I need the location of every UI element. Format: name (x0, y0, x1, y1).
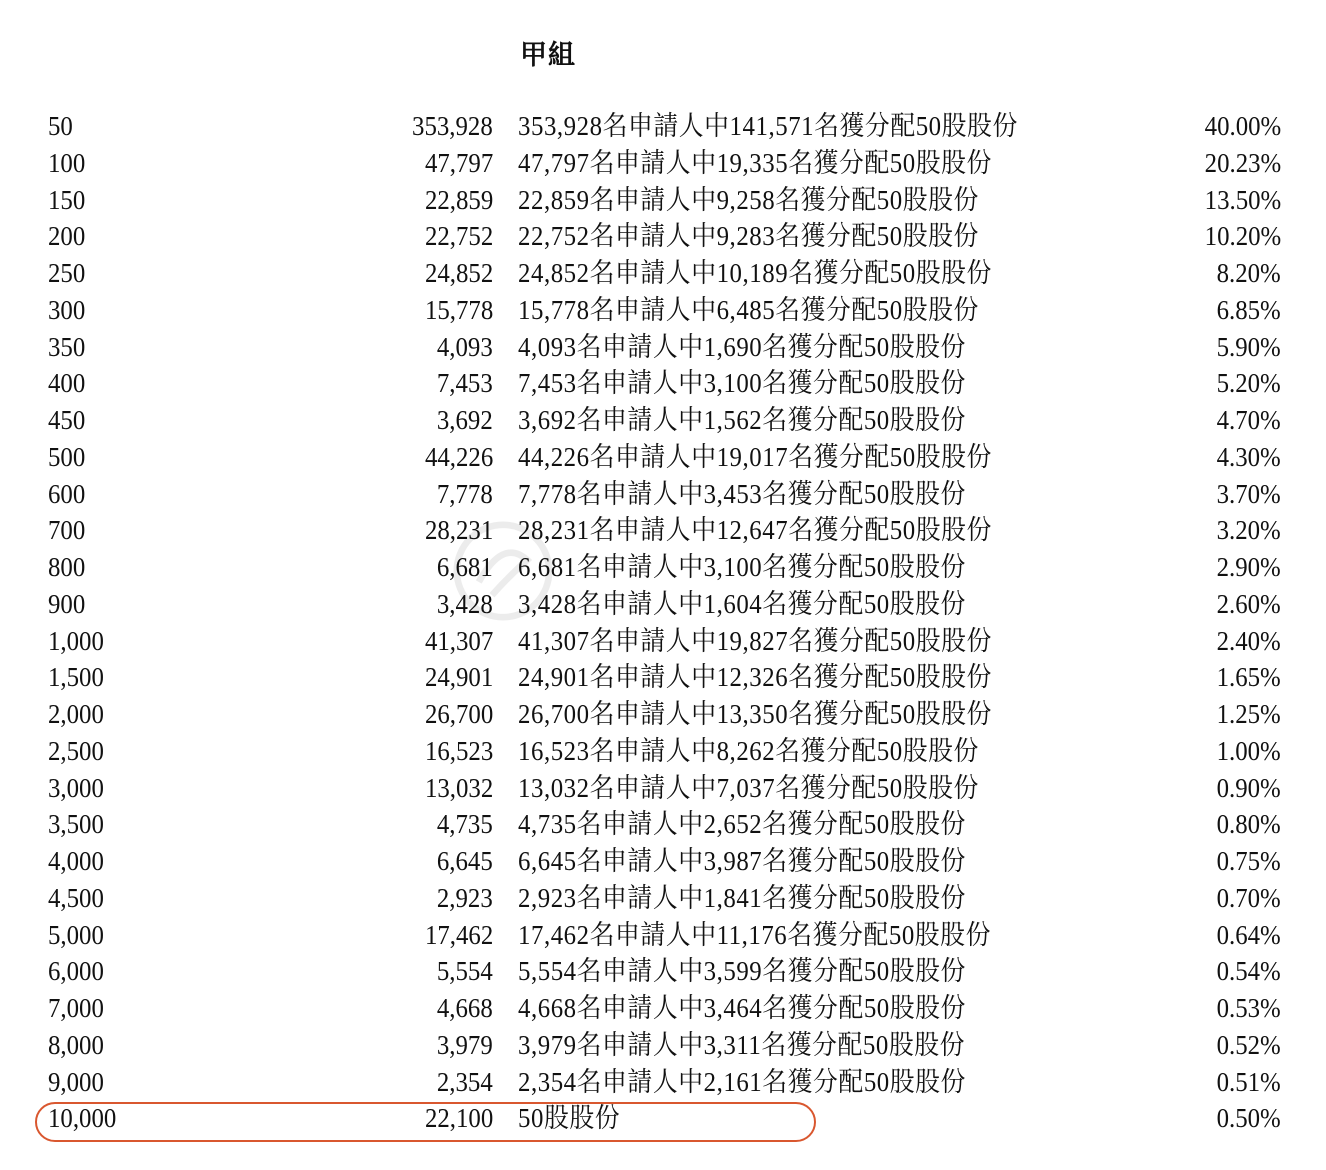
allocation-basis-cell: 15,778名申請人中6,485名獲分配50股股份 (518, 294, 979, 325)
applicants-cell: 353,928 (412, 111, 493, 141)
shares-cell: 400 (48, 368, 86, 399)
applicants-cell: 6,645 (437, 846, 493, 876)
table-row (0, 843, 1326, 880)
applicants-cell: 47,797 (424, 147, 493, 178)
percentage-cell: 0.54% (1216, 956, 1281, 987)
percentage-cell: 0.70% (1216, 882, 1281, 913)
table-row (0, 953, 1326, 990)
shares-cell: 8,000 (48, 1029, 104, 1060)
applicants-cell: 7,778 (437, 478, 493, 509)
percentage-cell: 0.52% (1216, 1029, 1281, 1060)
allocation-basis-cell: 7,778名申請人中3,453名獲分配50股股份 (518, 478, 966, 509)
shares-cell: 100 (48, 147, 86, 178)
table-row (0, 218, 1326, 255)
percentage-cell: 2.40% (1216, 625, 1281, 656)
shares-cell: 1,500 (48, 662, 104, 693)
applicants-cell: 2,923 (437, 882, 493, 913)
shares-cell: 7,000 (48, 993, 104, 1023)
allocation-basis-cell: 22,752名申請人中9,283名獲分配50股股份 (518, 221, 979, 252)
percentage-cell: 1.00% (1216, 735, 1281, 766)
table-row (0, 917, 1326, 954)
table-row (0, 770, 1326, 807)
applicants-cell: 22,752 (424, 221, 493, 252)
applicants-cell: 2,354 (437, 1066, 493, 1097)
allocation-basis-cell: 2,354名申請人中2,161名獲分配50股股份 (518, 1066, 966, 1097)
table-row (0, 586, 1326, 623)
shares-cell: 150 (48, 184, 86, 215)
allocation-basis-cell: 4,093名申請人中1,690名獲分配50股股份 (518, 331, 966, 362)
table-row (0, 329, 1326, 366)
percentage-cell: 0.53% (1216, 993, 1281, 1023)
allocation-basis-cell: 24,852名申請人中10,189名獲分配50股股份 (518, 258, 992, 288)
shares-cell: 9,000 (48, 1066, 104, 1097)
shares-cell: 5,000 (48, 919, 104, 950)
percentage-cell: 40.00% (1204, 111, 1281, 141)
applicants-cell: 16,523 (424, 735, 493, 766)
shares-cell: 1,000 (48, 625, 104, 656)
percentage-cell: 0.51% (1216, 1066, 1281, 1097)
percentage-cell: 3.70% (1216, 478, 1281, 509)
table-row (0, 512, 1326, 549)
shares-cell: 800 (48, 552, 86, 582)
allocation-basis-cell: 16,523名申請人中8,262名獲分配50股股份 (518, 735, 979, 766)
applicants-cell: 26,700 (424, 699, 493, 729)
applicants-cell: 24,852 (424, 258, 493, 288)
percentage-cell: 0.90% (1216, 772, 1281, 803)
applicants-cell: 3,979 (437, 1029, 493, 1060)
percentage-cell: 2.90% (1216, 552, 1281, 582)
table-row (0, 439, 1326, 476)
applicants-cell: 24,901 (424, 662, 493, 693)
table-row (0, 990, 1326, 1027)
applicants-cell: 3,692 (437, 405, 493, 435)
shares-cell: 900 (48, 588, 86, 619)
percentage-cell: 8.20% (1216, 258, 1281, 288)
table-row (0, 476, 1326, 513)
applicants-cell: 22,859 (424, 184, 493, 215)
table-row (0, 1027, 1326, 1064)
shares-cell: 2,500 (48, 735, 104, 766)
applicants-cell: 4,668 (437, 993, 493, 1023)
applicants-cell: 22,100 (424, 1103, 493, 1134)
shares-cell: 300 (48, 294, 86, 325)
allocation-basis-cell: 50股股份 (518, 1103, 621, 1134)
applicants-cell: 7,453 (437, 368, 493, 399)
shares-cell: 700 (48, 515, 86, 546)
allocation-basis-cell: 47,797名申請人中19,335名獲分配50股股份 (518, 147, 992, 178)
percentage-cell: 20.23% (1204, 147, 1281, 178)
allocation-basis-cell: 4,668名申請人中3,464名獲分配50股股份 (518, 993, 966, 1023)
allocation-basis-cell: 6,681名申請人中3,100名獲分配50股股份 (518, 552, 966, 582)
allocation-basis-cell: 26,700名申請人中13,350名獲分配50股股份 (518, 699, 992, 729)
applicants-cell: 15,778 (424, 294, 493, 325)
table-row (0, 108, 1326, 145)
allocation-basis-cell: 17,462名申請人中11,176名獲分配50股股份 (518, 919, 991, 950)
percentage-cell: 10.20% (1204, 221, 1281, 252)
table-row (0, 623, 1326, 660)
table-row (0, 145, 1326, 182)
allocation-basis-cell: 2,923名申請人中1,841名獲分配50股股份 (518, 882, 966, 913)
shares-cell: 3,500 (48, 809, 104, 840)
percentage-cell: 0.50% (1216, 1103, 1281, 1134)
allocation-basis-cell: 41,307名申請人中19,827名獲分配50股股份 (518, 625, 992, 656)
allocation-basis-cell: 28,231名申請人中12,647名獲分配50股股份 (518, 515, 992, 546)
allocation-basis-cell: 5,554名申請人中3,599名獲分配50股股份 (518, 956, 966, 987)
shares-cell: 350 (48, 331, 86, 362)
table-row (0, 733, 1326, 770)
shares-cell: 200 (48, 221, 86, 252)
shares-cell: 4,500 (48, 882, 104, 913)
percentage-cell: 1.25% (1216, 699, 1281, 729)
shares-cell: 2,000 (48, 699, 104, 729)
table-row (0, 806, 1326, 843)
allocation-basis-cell: 6,645名申請人中3,987名獲分配50股股份 (518, 846, 966, 876)
allocation-basis-cell: 3,428名申請人中1,604名獲分配50股股份 (518, 588, 966, 619)
applicants-cell: 4,735 (437, 809, 493, 840)
allocation-basis-cell: 13,032名申請人中7,037名獲分配50股股份 (518, 772, 979, 803)
allocation-basis-cell: 44,226名申請人中19,017名獲分配50股股份 (518, 441, 992, 472)
shares-cell: 10,000 (48, 1103, 117, 1134)
percentage-cell: 0.80% (1216, 809, 1281, 840)
percentage-cell: 4.70% (1216, 405, 1281, 435)
percentage-cell: 0.64% (1216, 919, 1281, 950)
percentage-cell: 5.20% (1216, 368, 1281, 399)
applicants-cell: 44,226 (424, 441, 493, 472)
percentage-cell: 4.30% (1216, 441, 1281, 472)
applicants-cell: 3,428 (437, 588, 493, 619)
shares-cell: 6,000 (48, 956, 104, 987)
table-row (0, 365, 1326, 402)
percentage-cell: 5.90% (1216, 331, 1281, 362)
applicants-cell: 28,231 (424, 515, 493, 546)
section-title: 甲組 (520, 40, 576, 71)
allocation-basis-cell: 7,453名申請人中3,100名獲分配50股股份 (518, 368, 966, 399)
table-row (0, 255, 1326, 292)
percentage-cell: 13.50% (1204, 184, 1281, 215)
applicants-cell: 5,554 (437, 956, 493, 987)
table-row (0, 1064, 1326, 1101)
applicants-cell: 17,462 (424, 919, 493, 950)
highlight-annotation (35, 1102, 816, 1142)
percentage-cell: 3.20% (1216, 515, 1281, 546)
allocation-table (0, 108, 1326, 1137)
percentage-cell: 0.75% (1216, 846, 1281, 876)
shares-cell: 250 (48, 258, 86, 288)
allocation-basis-cell: 24,901名申請人中12,326名獲分配50股股份 (518, 662, 992, 693)
allocation-basis-cell: 353,928名申請人中141,571名獲分配50股股份 (518, 111, 1018, 141)
shares-cell: 500 (48, 441, 86, 472)
applicants-cell: 4,093 (437, 331, 493, 362)
applicants-cell: 6,681 (437, 552, 493, 582)
percentage-cell: 6.85% (1216, 294, 1281, 325)
shares-cell: 450 (48, 405, 86, 435)
applicants-cell: 13,032 (424, 772, 493, 803)
allocation-basis-cell: 3,692名申請人中1,562名獲分配50股股份 (518, 405, 966, 435)
shares-cell: 4,000 (48, 846, 104, 876)
allocation-basis-cell: 4,735名申請人中2,652名獲分配50股股份 (518, 809, 966, 840)
percentage-cell: 1.65% (1216, 662, 1281, 693)
table-row (0, 292, 1326, 329)
percentage-cell: 2.60% (1216, 588, 1281, 619)
table-row (0, 182, 1326, 219)
allocation-basis-cell: 22,859名申請人中9,258名獲分配50股股份 (518, 184, 979, 215)
table-row (0, 402, 1326, 439)
allocation-basis-cell: 3,979名申請人中3,311名獲分配50股股份 (518, 1029, 966, 1060)
applicants-cell: 41,307 (424, 625, 493, 656)
table-row (0, 696, 1326, 733)
table-row (0, 549, 1326, 586)
table-row (0, 659, 1326, 696)
table-row (0, 880, 1326, 917)
shares-cell: 600 (48, 478, 86, 509)
shares-cell: 3,000 (48, 772, 104, 803)
shares-cell: 50 (48, 111, 73, 141)
